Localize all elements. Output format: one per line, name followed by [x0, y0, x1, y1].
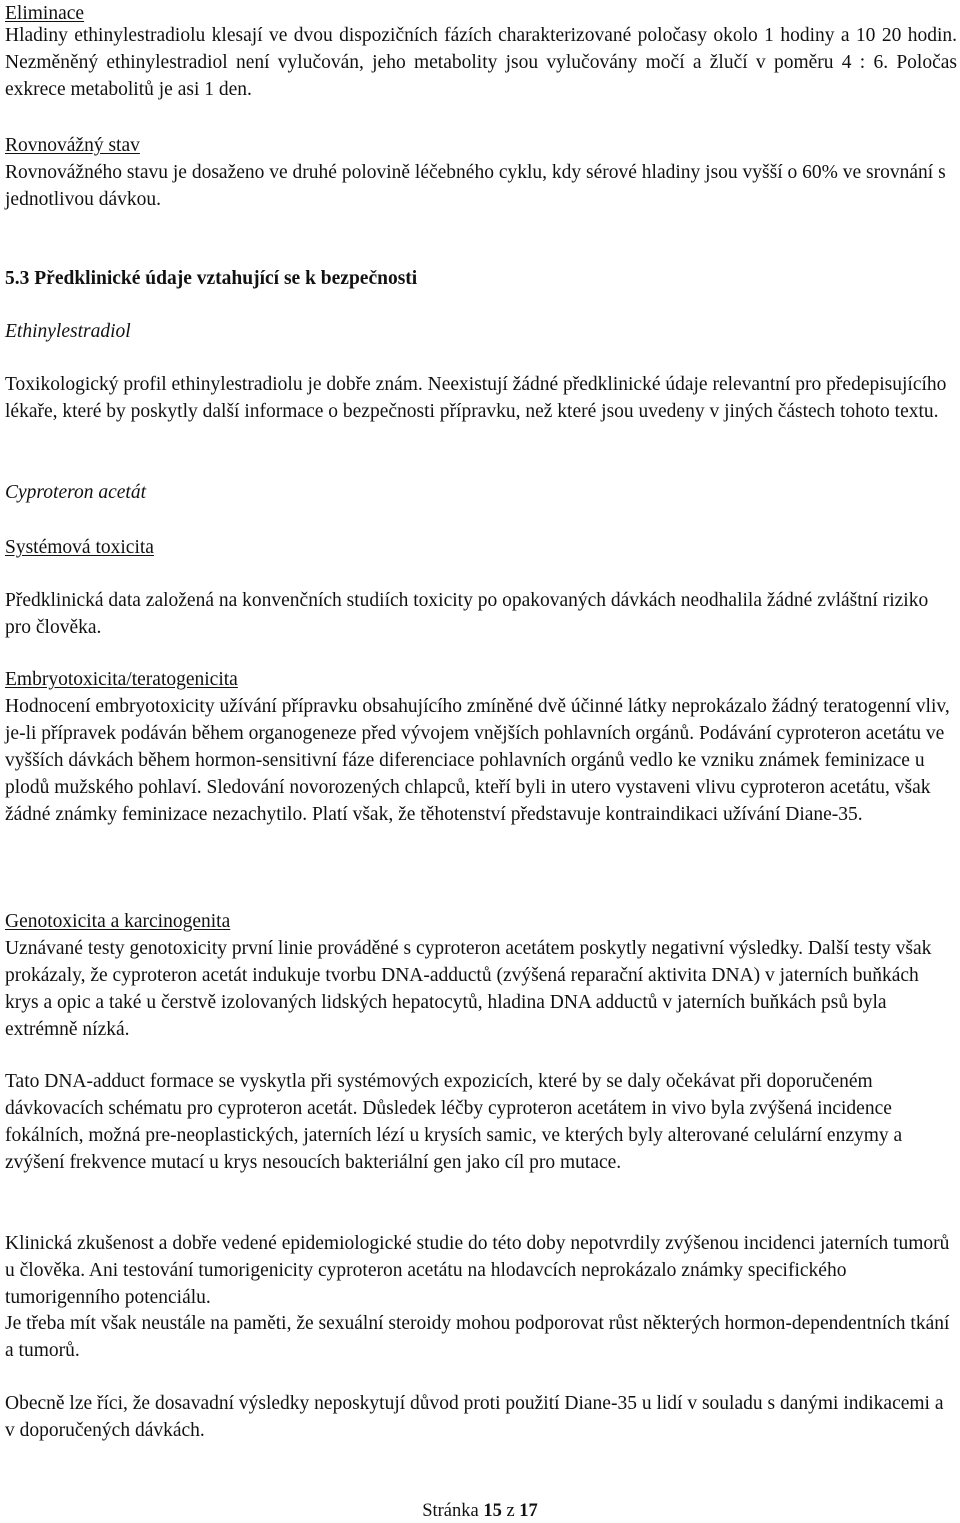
embryotoxicity-text: Hodnocení embryotoxicity užívání přípravku obsahujícího zmíněné dvě účinné látky neprokázalo žádný teratogenní vliv, je-li přípravek podáván během organogeneze před vývojem vnějších pohlavních orgánů. Podávání cyproteron acetátu ve vyšších dávkách během hormon-sensitivní fáze diferenciace pohlavních orgánů vedlo ke vzniku známek feminizace u plodů mužského pohlaví. Sledování novorozených chlapců, kteří byli in utero vystaveni vlivu cyproteron acetátu, však žádné známky feminizace nezachytilo. Platí však, že těhotenství představuje kontraindikaci užívání Diane-35.	[5, 696, 950, 825]
cyproterone-heading: Cyproteron acetát	[5, 482, 146, 503]
ethinylestradiol-heading: Ethinylestradiol	[5, 321, 131, 342]
embryotoxicity-heading: Embryotoxicita/teratogenicita	[5, 669, 238, 690]
elimination-text: Hladiny ethinylestradiolu klesají ve dvou dispozičních fázích charakterizované poločasy okolo 1 hodiny a 10 20 hodin. Nezměněný ethinylestradiol není vylučován, jeho metabolity jsou vylučovány močí a žlučí v poměru 4 : 6. Poločas exkrece metabolitů je asi 1 den.	[5, 25, 957, 100]
steady-state-heading: Rovnovážný stav	[5, 135, 140, 156]
footer-of: z	[506, 1501, 515, 1521]
steady-state-text: Rovnovážného stavu je dosaženo ve druhé polovině léčebného cyklu, kdy sérové hladiny jsou vyšší o 60% ve srovnání s jednotlivou dávkou.	[5, 162, 946, 210]
conclusion-text: Obecně lze říci, že dosavadní výsledky neposkytují důvod proti použití Diane-35 u lidí v souladu s danými indikacemi a v doporučených dávkách.	[5, 1393, 944, 1441]
footer-prefix: Stránka	[422, 1501, 479, 1521]
systemic-toxicity-text: Předklinická data založená na konvenčních studiích toxicity po opakovaných dávkách neodhalila žádné zvláštní riziko pro člověka.	[5, 590, 929, 638]
elimination-heading: Eliminace	[5, 3, 85, 24]
footer-total-pages: 17	[519, 1501, 538, 1521]
page-footer	[0, 1499, 960, 1523]
section-heading: 5.3 Předklinické údaje vztahující se k bezpečnosti	[5, 268, 418, 289]
footer-page-number: 15	[483, 1501, 502, 1521]
genotoxicity-text-1: Uznávané testy genotoxicity první linie prováděné s cyproteron acetátem poskytly negativní výsledky. Další testy však prokázaly, že cyproteron acetát indukuje tvorbu DNA-adductů (zvýšená reparační aktivita DNA) v jaterních buňkách krys a opic a také u čerstvě izolovaných lidských hepatocytů, hladina DNA adductů v jaterních buňkách psů byla extrémně nízká.	[5, 938, 932, 1040]
ethinylestradiol-text: Toxikologický profil ethinylestradiolu je dobře znám. Neexistují žádné předklinické údaje relevantní pro předepisujícího lékaře, které by poskytly další informace o bezpečnosti přípravku, než které jsou uvedeny v jiných částech tohoto textu.	[5, 374, 947, 422]
systemic-toxicity-heading: Systémová toxicita	[5, 537, 154, 558]
genotoxicity-text-4: Je třeba mít však neustále na paměti, že sexuální steroidy mohou podporovat růst některých hormon-dependentních tkání a tumorů.	[5, 1313, 950, 1361]
genotoxicity-text-2: Tato DNA-adduct formace se vyskytla při systémových expozicích, které by se daly očekávat při doporučeném dávkovacích schématu pro cyproteron acetát. Důsledek léčby cyproteron acetátem in vivo byla zvýšená incidence fokálních, možná pre-neoplastických, jaterních lézí u krysích samic, ve kterých byly alterované celulární enzymy a zvýšení frekvence mutací u krys nesoucích bakteriální gen jako cíl pro mutace.	[5, 1071, 903, 1173]
genotoxicity-text-3: Klinická zkušenost a dobře vedené epidemiologické studie do této doby nepotvrdily zvýšenou incidenci jaterních tumorů u člověka. Ani testování tumorigenicity cyproteron acetátu na hlodavcích neprokázalo známky specifického tumorigenního potenciálu.	[5, 1233, 950, 1308]
genotoxicity-heading: Genotoxicita a karcinogenita	[5, 911, 231, 932]
